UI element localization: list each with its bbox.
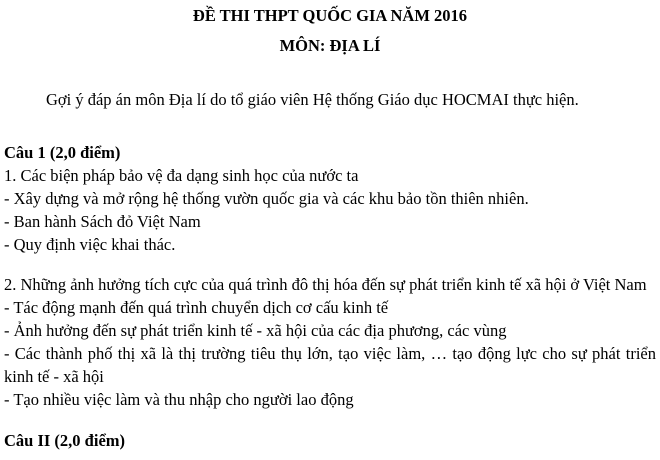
q1-part1-item: - Quy định việc khai thác. (4, 235, 176, 254)
q1-part2-item: - Tác động mạnh đến quá trình chuyển dịch cơ cấu kinh tế (4, 298, 389, 317)
q1-part2-item: - Ảnh hưởng đến sự phát triển kinh tế - xã hội của các địa phương, các vùng (4, 321, 507, 340)
q1-part2-title: 2. Những ảnh hưởng tích cực của quá trình đô thị hóa đến sự phát triển kinh tế xã hội ở Việt Nam (4, 275, 647, 294)
document-title: ĐỀ THI THPT QUỐC GIA NĂM 2016 (192, 6, 468, 25)
q1-part1-item: - Xây dựng và mở rộng hệ thống vườn quốc gia và các khu bảo tồn thiên nhiên. (4, 189, 529, 208)
q1-part2-item: - Tạo nhiều việc làm và thu nhập cho người lao động (4, 390, 354, 409)
q1-part1-title: 1. Các biện pháp bảo vệ đa dạng sinh học của nước ta (4, 166, 359, 185)
question-1-heading: Câu 1 (2,0 điểm) (4, 143, 121, 162)
q1-part2-item-continuation: kinh tế - xã hội (4, 367, 104, 386)
q1-part2-item: - Các thành phố thị xã là thị trường tiêu thụ lớn, tạo việc làm, … tạo động lực cho sự phát triển (4, 344, 656, 363)
document-subject: MÔN: ĐỊA LÍ (279, 36, 381, 55)
question-2-heading: Câu II (2,0 điểm) (4, 431, 126, 450)
q1-part1-item: - Ban hành Sách đỏ Việt Nam (4, 212, 201, 231)
intro-text: Gợi ý đáp án môn Địa lí do tổ giáo viên Hệ thống Giáo dục HOCMAI thực hiện. (46, 90, 579, 109)
